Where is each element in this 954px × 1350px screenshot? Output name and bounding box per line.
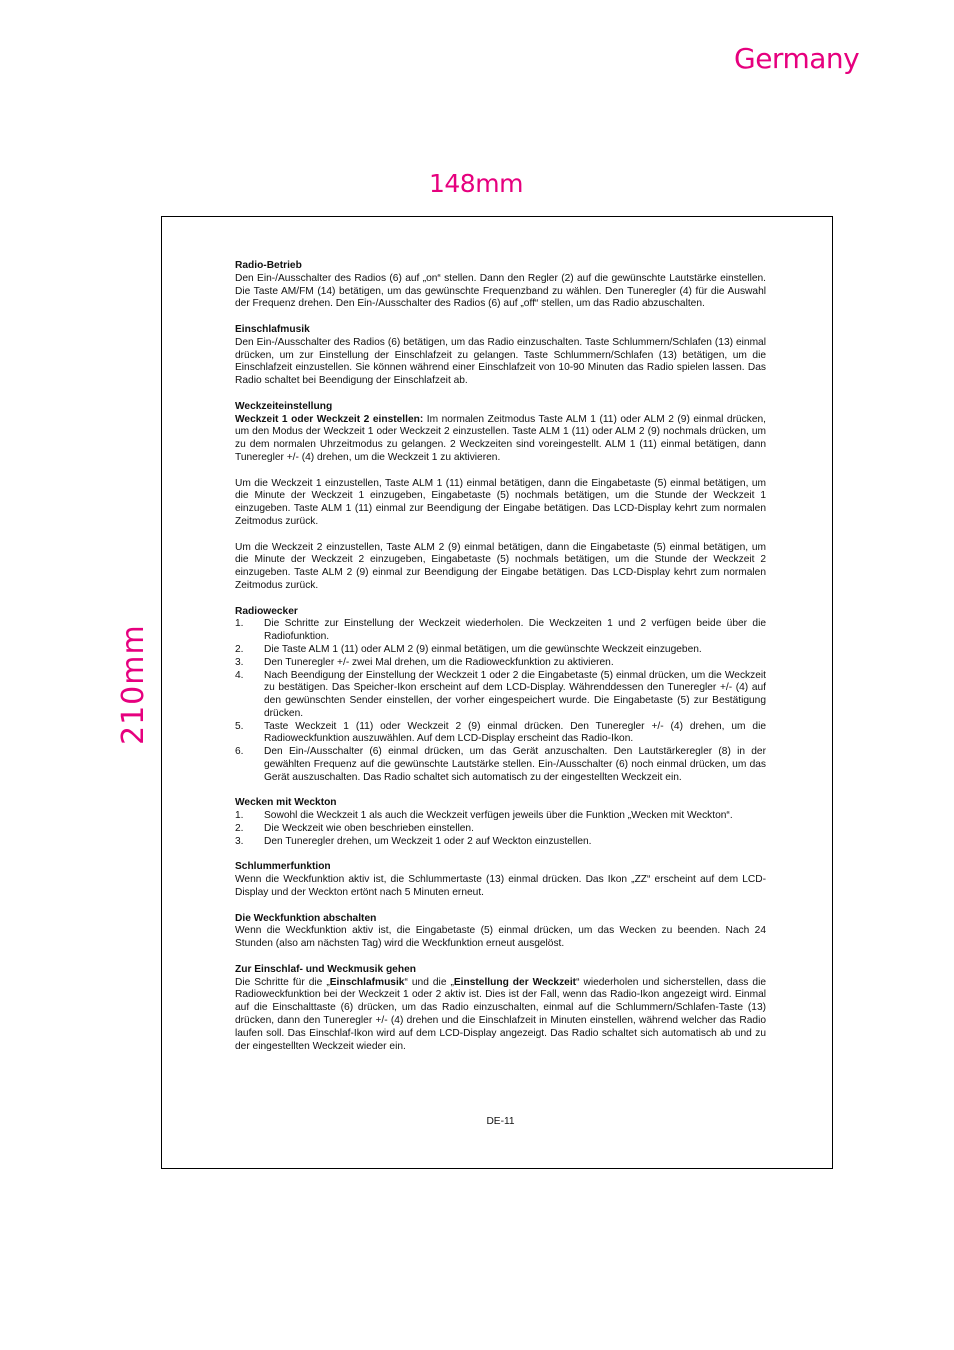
numbered-list: [235, 618, 766, 784]
list-number: 3.: [235, 656, 244, 668]
section-heading: Schlummerfunktion: [235, 861, 331, 873]
list-text: Sowohl die Weckzeit 1 als auch die Weckzeit verfügen jeweils über die Funktion „Wecken mit Weckton“.: [264, 810, 733, 822]
list-text: Nach Beendigung der Einstellung der Weckzeit 1 oder 2 die Eingabetaste (5) einmal drücken, um die Weckzeit zu bestätigen. Das Speicher-Ikon erscheint auf dem LCD-Display. Währenddessen den Tuneregler +/- (4) auf den gewünschten Sender einstellen, der vorher eingespeichert wurde. Die Eingabetaste (5) zur Bestätigung drücken.: [264, 669, 766, 719]
list-item: [235, 836, 766, 849]
page-content: [235, 260, 766, 1066]
section-heading: Einschlafmusik: [235, 323, 310, 335]
list-number: 5.: [235, 720, 244, 732]
list-text: Die Taste ALM 1 (11) oder ALM 2 (9) einmal betätigen, um die gewünschte Weckzeit einzugeben.: [264, 643, 702, 655]
list-number: 1.: [235, 810, 244, 822]
list-text: Den Tuneregler +/- zwei Mal drehen, um die Radioweckfunktion zu aktivieren.: [264, 656, 614, 668]
list-text: Die Schritte zur Einstellung der Weckzeit wiederholen. Die Weckzeiten 1 und 2 verfügen beide über die Radiofunktion.: [264, 618, 766, 643]
list-number: 4.: [235, 669, 244, 681]
height-dimension-text: 210mm: [116, 624, 151, 745]
section-radio-alarm: [235, 606, 766, 785]
section-alarm-setting: [235, 401, 766, 593]
list-number: 2.: [235, 823, 244, 835]
section-radio: [235, 260, 766, 311]
section-text: [235, 414, 766, 465]
list-item: [235, 721, 766, 747]
list-item: [235, 670, 766, 721]
country-label: Germany: [734, 42, 860, 75]
section-text: Um die Weckzeit 2 einzustellen, Taste ALM 2 (9) einmal betätigen, dann die Eingabetaste (5) einmal betätigen, um die Minute der Weckzeit 2 einzugeben, Eingabetaste (5) nochmals betätigen, um die Stunde der Weckzeit 2 einzugeben. Taste ALM 2 (9) einmal zur Beendigung der Eingabe betätigen. Das LCD-Display kehrt zum normalen Zeitmodus zurück.: [235, 541, 766, 591]
list-text: Den Ein-/Ausschalter (6) einmal drücken, um das Gerät anzuschalten. Den Lautstärkeregler (8) in der gewählten Frequenz auf die gewünschte Lautstärke stellen. Ein-/Ausschalter (6) noch einmal drücken, um das Gerät auszuschalten. Das Radio schaltet sich automatisch zu der eingestellten Weckzeit ein.: [264, 746, 766, 783]
list-number: 6.: [235, 746, 244, 758]
list-text: Taste Weckzeit 1 (11) oder Weckzeit 2 (9) einmal drücken. Den Tuneregler +/- (4) drehen, um die Radioweckfunktion auszuwählen. Auf dem LCD-Display erscheint das Radio-Ikon.: [264, 720, 766, 745]
section-buzzer-alarm: [235, 797, 766, 848]
section-text: Den Ein-/Ausschalter des Radios (6) auf „on“ stellen. Dann den Regler (2) auf die gewünschte Lautstärke einstellen. Die Taste AM/FM (14) betätigen, um das gewünschte Frequenzband zu wählen. Den Tuneregler (4) für die Auswahl der Frequenz drehen. Den Ein-/Ausschalter des Radios (6) auf „off“ stellen, um das Radio abzuschalten.: [235, 272, 766, 310]
page-number: DE-11: [486, 1116, 515, 1127]
section-heading: Radio-Betrieb: [235, 260, 302, 271]
section-heading: Zur Einschlaf- und Weckmusik gehen: [235, 963, 416, 975]
section-text: Um die Weckzeit 1 einzustellen, Taste ALM 1 (11) einmal betätigen, dann die Eingabetaste (5) einmal betätigen, um die Minute der Weckzeit 1 einzugeben, Eingabetaste (5) nochmals betätigen, um die Stunde der Weckzeit 1 einzugeben. Taste ALM 1 (11) einmal zur Beendigung der Eingabe betätigen. Das LCD-Display kehrt zum normalen Zeitmodus zurück.: [235, 477, 766, 527]
bold-text: Einstellung der Weckzeit: [453, 976, 577, 988]
list-text: Die Weckzeit wie oben beschrieben einstellen.: [264, 823, 474, 835]
section-alarm-off: [235, 913, 766, 951]
section-text: [235, 977, 766, 1054]
body-text: “ wiederholen und sicherstellen, dass die Radioweckfunktion bei der Weckzeit 1 oder 2 aktiv ist. Dies ist der Fall, wenn das Radio-Ikon angezeigt wird. Einmal auf die Einschalttaste (6) drücken, um das Radio einzuschalten, einmal auf die Schlummern/Schlafen-Taste (13) drücken, dann den Tuneregler +/- (4) drehen und die Einschlafzeit in Minuten einstellen, während welcher das Radio laufen soll. Das Einschlaf-Ikon wird auf dem LCD-Display angezeigt. Das Radio schaltet sich automatisch ab und zu der eingestellten Weckzeit wieder ein.: [235, 976, 767, 1052]
list-number: 1.: [235, 618, 244, 630]
section-heading: Die Weckfunktion abschalten: [235, 912, 377, 924]
list-number: 3.: [235, 835, 244, 847]
section-sleep-wake-music: [235, 964, 766, 1054]
list-number: 2.: [235, 643, 244, 655]
list-item: [235, 657, 766, 670]
section-heading: Radiowecker: [235, 605, 298, 617]
body-text: “ und die „: [404, 976, 454, 988]
section-sleep-music: [235, 324, 766, 388]
list-item: [235, 823, 766, 836]
section-snooze: [235, 861, 766, 899]
list-item: [235, 644, 766, 657]
body-text: Die Schritte für die „: [235, 976, 330, 988]
section-heading: Wecken mit Weckton: [235, 797, 337, 809]
section-text: Wenn die Weckfunktion aktiv ist, die Eingabetaste (5) einmal drücken, um das Wecken zu beenden. Nach 24 Stunden (also am nächsten Tag) wird die Weckfunktion erneut ausgelöst.: [235, 925, 766, 950]
section-text: Den Ein-/Ausschalter des Radios (6) betätigen, um das Radio einzuschalten. Taste Schlummern/Schlafen (13) einmal drücken, um zur Einstellung der Einschlafzeit zu gelangen. Taste Schlummern/Schlafen (13) betätigen, um die Einschlafzeit einzustellen. Sie können während einer Einschlafzeit von 10-90 Minuten das Radio spielen lassen. Das Radio schaltet bei Beendigung der Einschlafzeit ab.: [235, 336, 766, 387]
section-text: Wenn die Weckfunktion aktiv ist, die Schlummertaste (13) einmal drücken. Das Ikon „ZZ“ erscheint auf dem LCD-Display und der Weckton ertönt nach 5 Minuten erneut.: [235, 874, 766, 899]
lead-text: Weckzeit 1 oder Weckzeit 2 einstellen:: [235, 413, 424, 425]
body-text: Im normalen Zeitmodus Taste ALM 1 (11) oder ALM 2 (9) einmal drücken, um den Modus der Weckzeit 1 oder Weckzeit 2 einzustellen. Taste ALM 1 (11) oder ALM 2 (9) nochmals drücken, um zu dem normalen Uhrzeitmodus zu gelangen. 2 Weckzeiten sind voreingestellt. ALM 1 (11) einmal betätigen, dann Tuneregler +/- (4) drehen, um die Weckzeit 1 zu aktivieren.: [235, 413, 766, 463]
list-text: Den Tuneregler drehen, um Weckzeit 1 oder 2 auf Weckton einzustellen.: [264, 835, 592, 847]
numbered-list: [235, 810, 766, 848]
width-dimension-label: 148mm: [429, 169, 523, 198]
list-item: [235, 618, 766, 644]
bold-text: Einschlafmusik: [329, 976, 405, 988]
section-heading: Weckzeiteinstellung: [235, 400, 333, 412]
list-item: [235, 746, 766, 784]
list-item: [235, 810, 766, 823]
